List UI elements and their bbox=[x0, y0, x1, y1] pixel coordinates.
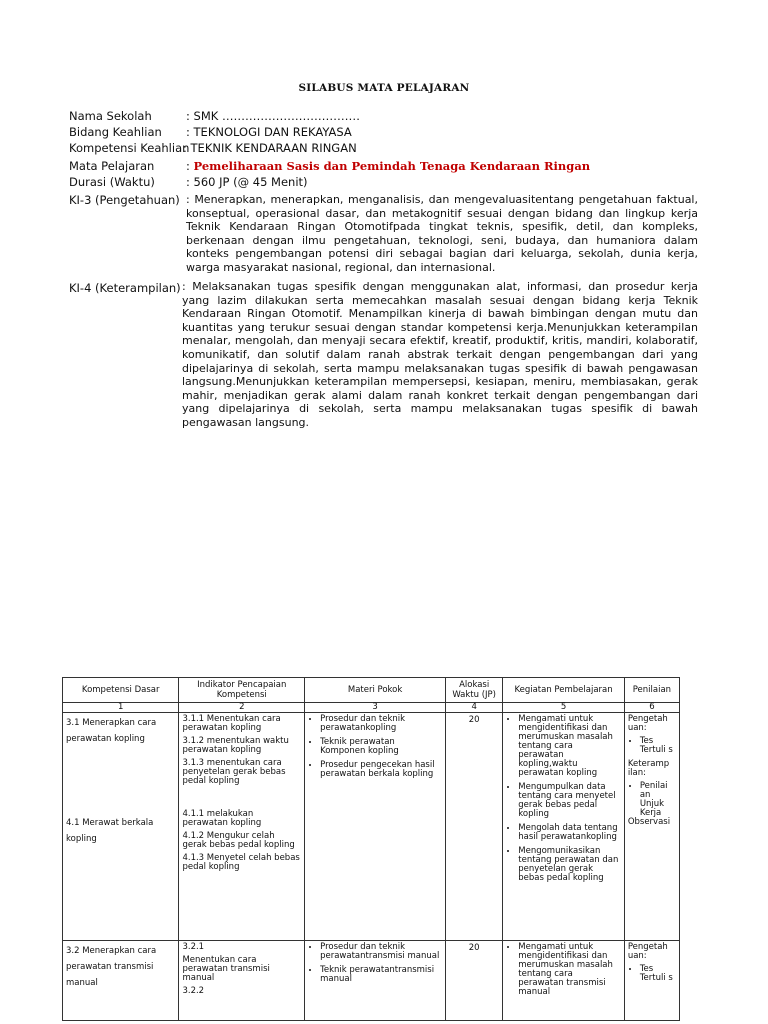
col-number: 2 bbox=[179, 703, 305, 713]
materi-item: • Teknik perawatantransmisi manual bbox=[320, 966, 442, 984]
durasi-value: : 560 JP (@ 45 Menit) bbox=[186, 175, 308, 189]
materi-item: • Prosedur pengecekan hasil perawatan berkala kopling bbox=[320, 761, 442, 779]
indikator-item: 3.1.2 menentukan waktu perawatan kopling bbox=[182, 736, 289, 755]
durasi-label: Durasi (Waktu) bbox=[69, 175, 155, 189]
alokasi-cell: 20 bbox=[446, 941, 503, 1021]
header-kegiatan: Kegiatan Pembelajaran bbox=[503, 678, 625, 703]
table-header-row bbox=[63, 678, 680, 703]
kompetensi-label: Kompetensi Keahlian bbox=[69, 141, 190, 155]
kompetensi-value: : TEKNIK KENDARAAN RINGAN bbox=[183, 141, 357, 155]
indikator-item: Menentukan cara perawatan transmisi manual bbox=[182, 955, 270, 983]
materi-item: • Prosedur dan teknik perawatankopling bbox=[320, 715, 442, 733]
penilaian-cell bbox=[624, 713, 679, 941]
indikator-item: 3.2.1 bbox=[182, 942, 205, 952]
col-number: 6 bbox=[624, 703, 679, 713]
materi-cell bbox=[305, 713, 446, 941]
indikator-cell bbox=[179, 941, 305, 1021]
penilaian-cell bbox=[624, 941, 679, 1021]
penilaian-pengetahuan: Pengetah uan: bbox=[627, 942, 668, 961]
mapel-value: Pemeliharaan Sasis dan Pemindah Tenaga Kendaraan Ringan bbox=[193, 159, 591, 173]
indikator-item: 4.1.1 melakukan perawatan kopling bbox=[182, 809, 262, 828]
silabus-table bbox=[62, 677, 680, 1021]
materi-item: • Prosedur dan teknik perawatantransmisi manual bbox=[320, 943, 442, 961]
indikator-item: 3.1.1 Menentukan cara perawatan kopling bbox=[182, 714, 281, 733]
nama-sekolah-label: Nama Sekolah bbox=[69, 109, 152, 123]
kd-3-1: 3.1 Menerapkan cara perawatan kopling bbox=[66, 718, 157, 744]
mapel-label: Mata Pelajaran bbox=[69, 159, 155, 173]
mapel-colon: : bbox=[186, 159, 190, 173]
kegiatan-item: • Mengamati untuk mengidentifikasi dan merumuskan masalah tentang cara perawatan transmisi manual bbox=[518, 943, 621, 997]
header-penilaian: Penilaian bbox=[624, 678, 679, 703]
alokasi-cell: 20 bbox=[446, 713, 503, 941]
penilaian-item: • Penilai an Unjuk Kerja bbox=[640, 782, 676, 818]
indikator-item: 4.1.2 Mengukur celah gerak bebas pedal kopling bbox=[182, 831, 295, 850]
kegiatan-item: • Mengolah data tentang hasil perawatankopling bbox=[518, 824, 621, 842]
col-number: 4 bbox=[446, 703, 503, 713]
kegiatan-item: • Mengamati untuk mengidentifikasi dan merumuskan masalah tentang cara perawatan kopling,waktu perawatan kopling bbox=[518, 715, 621, 778]
kd-4-1: 4.1 Merawat berkala kopling bbox=[66, 818, 154, 844]
ki4-label: KI-4 (Keterampilan) bbox=[69, 281, 181, 295]
penilaian-keterampilan: Keteramp ilan: bbox=[627, 759, 670, 778]
indikator-item: 3.1.3 menentukan cara penyetelan gerak bebas pedal kopling bbox=[182, 758, 286, 786]
kegiatan-cell bbox=[503, 713, 625, 941]
bidang-value: : TEKNOLOGI DAN REKAYASA bbox=[186, 125, 352, 139]
penilaian-item: • Tes Tertuli s bbox=[640, 737, 676, 755]
indikator-item: 4.1.3 Menyetel celah bebas pedal kopling bbox=[182, 853, 300, 872]
materi-cell bbox=[305, 941, 446, 1021]
col-number: 1 bbox=[63, 703, 179, 713]
kegiatan-cell bbox=[503, 941, 625, 1021]
header-kompetensi-dasar: Kompetensi Dasar bbox=[63, 678, 179, 703]
indikator-cell bbox=[179, 713, 305, 941]
ki4-text: : Melaksanakan tugas spesifik dengan menggunakan alat, informasi, dan prosedur kerja yang lazim dilakukan serta memecahkan masalah sesuai dengan bidang kerja Teknik Kendaraan Ringan Otomotif. Menampilkan kinerja di bawah bimbingan dengan mutu dan kuantitas yang terukur sesuai dengan standar kompetensi kerja.Menunjukkan keterampilan menalar, mengolah, dan menyaji secara efektif, kreatif, produktif, kritis, mandiri, kolaboratif, komunikatif, dan solutif dalam ranah abstrak terkait dengan pengembangan dari yang dipelajarinya di sekolah, serta mampu melaksanakan tugas spesifik di bawah pengawasan langsung.Menunjukkan keterampilan mempersepsi, kesiapan, meniru, membiasakan, gerak mahir, menjadikan gerak alami dalam ranah konkret terkait dengan pengembangan dari yang dipelajarinya di sekolah, serta mampu melaksanakan tugas spesifik di bawah pengawasan langsung. bbox=[182, 280, 698, 429]
header-alokasi-waktu: Alokasi Waktu (JP) bbox=[446, 678, 503, 703]
indikator-item: 3.2.2 bbox=[182, 986, 205, 996]
materi-item: • Teknik perawatan Komponen kopling bbox=[320, 738, 442, 756]
table-row bbox=[63, 941, 680, 1021]
penilaian-observasi: Observasi bbox=[627, 817, 671, 827]
table-number-row bbox=[63, 703, 680, 713]
col-number: 5 bbox=[503, 703, 625, 713]
header-indikator: Indikator Pencapaian Kompetensi bbox=[179, 678, 305, 703]
ki3-label: KI-3 (Pengetahuan) bbox=[69, 193, 180, 207]
penilaian-pengetahuan: Pengetah uan: bbox=[627, 714, 668, 733]
penilaian-item: • Tes Tertuli s bbox=[640, 965, 676, 983]
table-row bbox=[63, 713, 680, 941]
col-number: 3 bbox=[305, 703, 446, 713]
bidang-label: Bidang Keahlian bbox=[69, 125, 162, 139]
kegiatan-item: • Mengomunikasikan tentang perawatan dan penyetelan gerak bebas pedal kopling bbox=[518, 847, 621, 883]
kd-cell: 3.2 Menerapkan cara perawatan transmisi manual bbox=[63, 941, 179, 1021]
header-materi-pokok: Materi Pokok bbox=[305, 678, 446, 703]
nama-sekolah-value: : SMK ……………………………… bbox=[186, 109, 360, 123]
document-title: SILABUS MATA PELAJARAN bbox=[298, 82, 470, 94]
kegiatan-item: • Mengumpulkan data tentang cara menyetel gerak bebas pedal kopling bbox=[518, 783, 621, 819]
ki3-text: : Menerapkan, menerapkan, menganalisis, dan mengevaluasitentang pengetahuan faktual, konseptual, operasional dasar, dan metakognitif sesuai dengan bidang dan lingkup kerja Teknik Kendaraan Ringan Otomotifpada tingkat teknis, spesifik, detil, dan kompleks, berkenaan dengan ilmu pengetahuan, teknologi, seni, budaya, dan humaniora dalam konteks pengembangan potensi diri sebagai bagian dari keluarga, sekolah, dunia kerja, warga masyarakat nasional, regional, dan internasional. bbox=[186, 193, 698, 274]
kd-cell bbox=[63, 713, 179, 941]
